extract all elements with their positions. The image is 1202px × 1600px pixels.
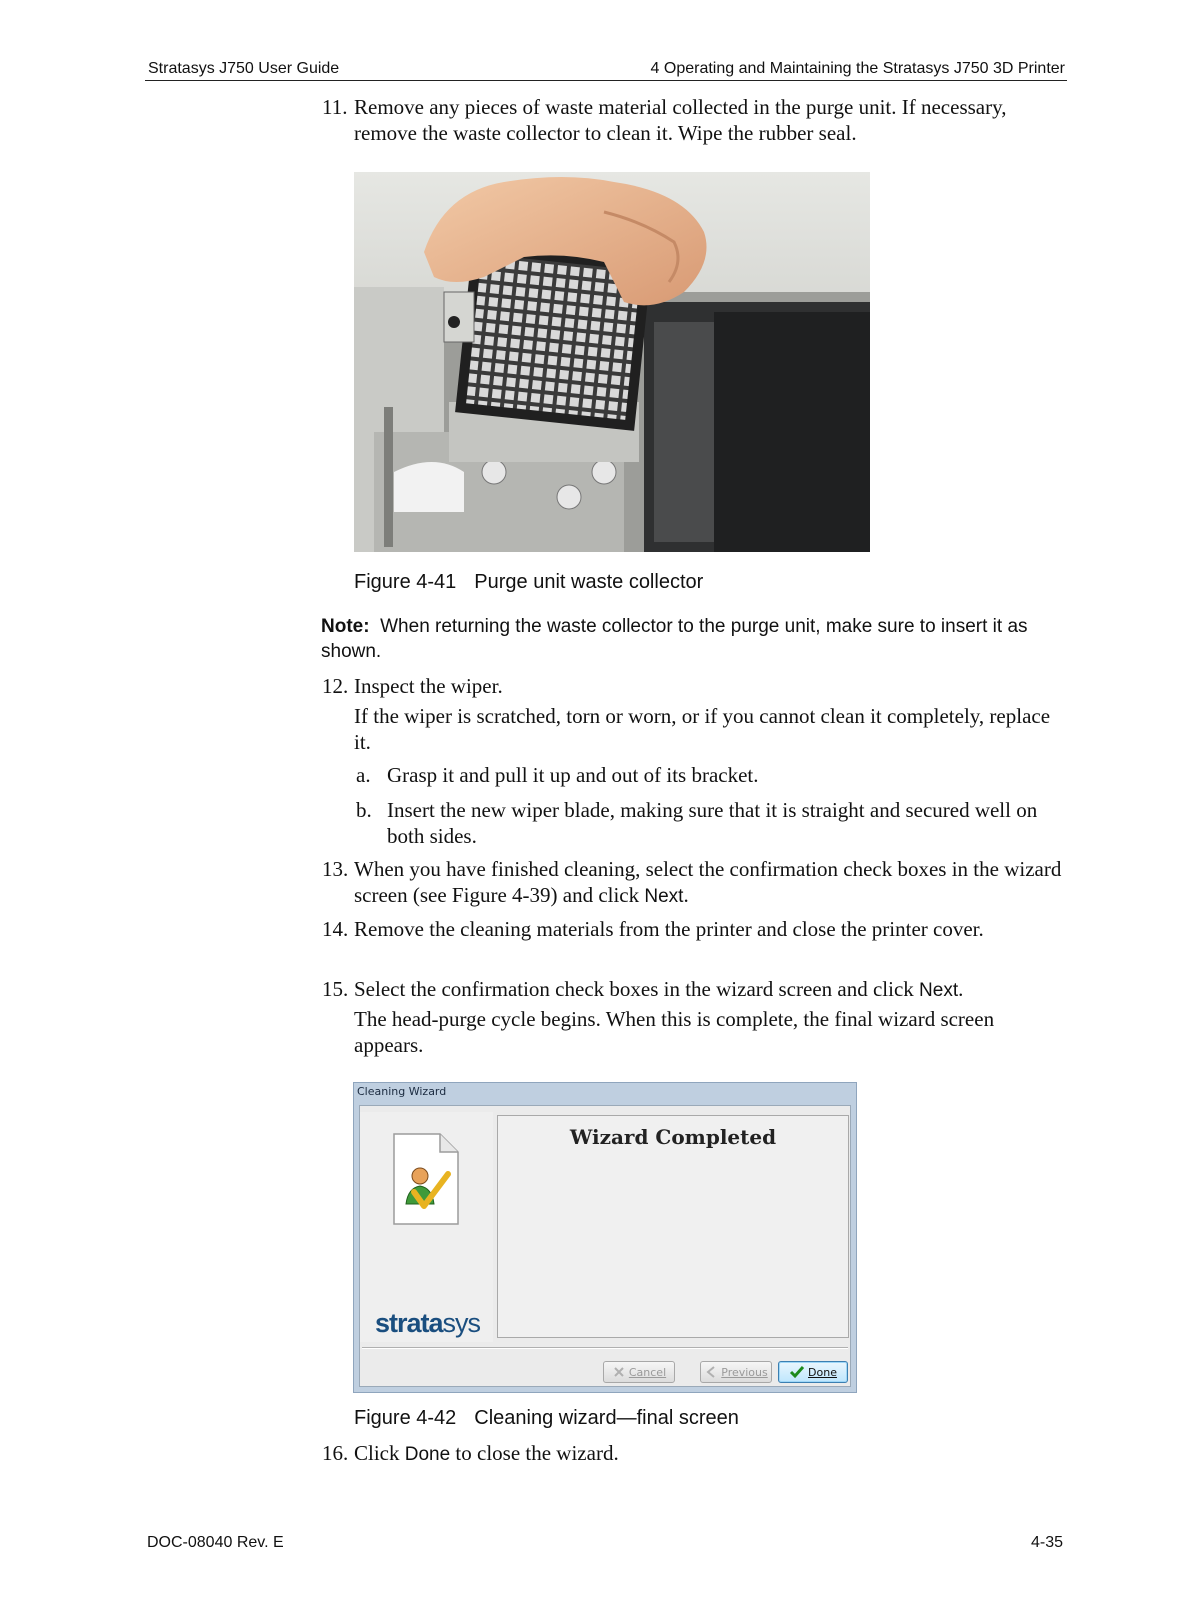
purge-unit-illustration [354, 172, 870, 552]
checkmark-icon [789, 1365, 805, 1379]
step-14 [322, 916, 1062, 942]
step-12 [322, 673, 1062, 699]
substep-number: b. [356, 798, 372, 822]
done-button[interactable]: Done [778, 1361, 848, 1383]
previous-icon [704, 1365, 718, 1379]
step-text: Select the confirmation check boxes in the wizard screen and click Next. [354, 977, 964, 1001]
step-12-detail: If the wiper is scratched, torn or worn, or if you cannot clean it completely, replace it. [354, 704, 1051, 754]
step-text: Remove any pieces of waste material collected in the purge unit. If necessary, remove the waste collector to clean it. Wipe the rubber seal. [354, 95, 1007, 145]
step-number: 12. [322, 674, 349, 698]
stratasys-logo: stratasys [375, 1308, 481, 1338]
purge-unit-photo [354, 172, 870, 552]
figure-4-42-caption [354, 1407, 739, 1430]
cancel-button[interactable]: Cancel [603, 1361, 675, 1383]
step-text: Click Done to close the wizard. [354, 1441, 619, 1465]
figure-title: Cleaning wizard—final screen [474, 1407, 739, 1429]
footer-page-number: 4-35 [1030, 1534, 1063, 1551]
header-doc-title: Stratasys J750 User Guide [148, 60, 340, 77]
ui-done-label: Done [404, 1444, 451, 1465]
ui-next-label: Next [919, 980, 959, 1001]
step-number: 13. [322, 857, 349, 881]
footer-doc-id: DOC-08040 Rev. E [147, 1534, 284, 1551]
figure-label: Figure 4-42 [354, 1407, 457, 1429]
button-separator [362, 1347, 848, 1349]
step-text: Remove the cleaning materials from the printer and close the printer cover. [354, 917, 984, 941]
substep-text: Insert the new wiper blade, making sure that it is straight and secured well on both sides. [387, 798, 1038, 848]
note-text: When returning the waste collector to the purge unit, make sure to insert it as shown. [321, 616, 1028, 662]
figure-label: Figure 4-41 [354, 571, 457, 593]
step-number: 15. [322, 977, 349, 1001]
cancel-icon [612, 1365, 626, 1379]
substep-a [354, 762, 1059, 788]
wizard-complete-icon [390, 1132, 462, 1228]
substep-number: a. [356, 763, 371, 787]
page-header [145, 58, 1067, 81]
substep-text: Grasp it and pull it up and out of its bracket. [387, 763, 759, 787]
wizard-sidebar [360, 1112, 493, 1342]
figure-4-41-caption [354, 571, 703, 594]
previous-button[interactable]: Previous [700, 1361, 772, 1383]
note [321, 614, 1071, 664]
wizard-content-panel [497, 1115, 849, 1338]
dialog-title: Cleaning Wizard [357, 1085, 447, 1098]
step-13 [322, 856, 1062, 910]
note-label: Note: [321, 616, 370, 637]
figure-title: Purge unit waste collector [474, 571, 704, 593]
dialog-client-area [359, 1105, 851, 1387]
step-text: When you have finished cleaning, select the confirmation check boxes in the wizard screen (see Figure 4-39) and click Next. [354, 857, 1062, 907]
step-number: 14. [322, 917, 349, 941]
step-15 [322, 976, 1062, 1004]
step-16 [322, 1440, 1062, 1468]
step-15-detail: The head-purge cycle begins. When this is complete, the final wizard screen appears. [354, 1007, 995, 1057]
header-chapter-title: 4 Operating and Maintaining the Stratasys J750 3D Printer [650, 60, 1065, 77]
ui-next-label: Next [644, 886, 684, 907]
step-number: 16. [322, 1441, 349, 1465]
step-text: Inspect the wiper. [354, 674, 503, 698]
wizard-heading: Wizard Completed [569, 1125, 777, 1149]
step-number: 11. [322, 95, 348, 119]
cleaning-wizard-dialog [353, 1082, 857, 1393]
substep-b [354, 797, 1059, 849]
step-11 [322, 94, 1062, 146]
